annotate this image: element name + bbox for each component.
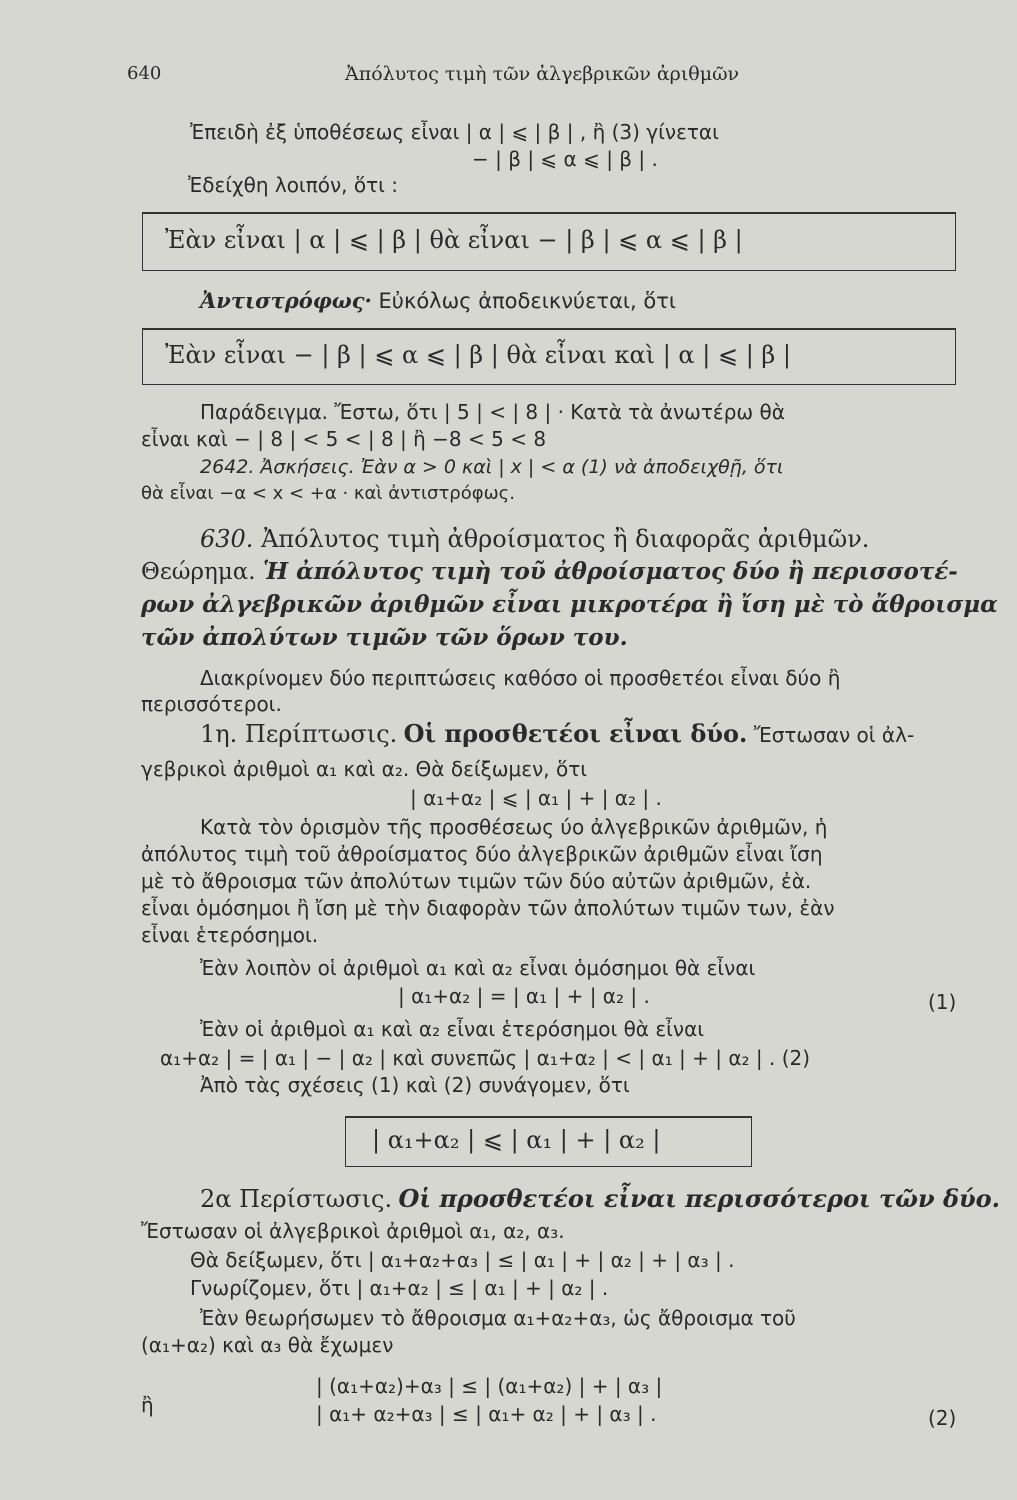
text-line: εἶναι ὁμόσημοι ἢ ἴση μὲ τὴν διαφορὰν τῶν ἀπολύτων τιμῶν των, ἐὰν: [141, 896, 835, 920]
antistrofos-label: Ἀντιστρόφως·: [200, 288, 372, 313]
equation-tag: (1): [928, 990, 957, 1014]
text-line: εἶναι καὶ − | 8 | < 5 < | 8 | ἢ −8 < 5 < 8: [141, 427, 547, 451]
text-line: Ἔστωσαν οἱ ἀλγεβρικοὶ ἀριθμοὶ α₁, α₂, α₃.: [141, 1219, 565, 1243]
theorem-line: ρων ἀλγεβρικῶν ἀριθμῶν εἶναι μικροτέρα ἢ ἴση μὲ τὸ ἄθροισμα: [141, 591, 998, 618]
formula-line: Θὰ δείξωμεν, ὅτι | α₁+α₂+α₃ | ≤ | α₁ | + | α₂ | + | α₃ | .: [190, 1248, 735, 1272]
text-line: Ἐὰν θεωρήσωμεν τὸ ἄθροισμα α₁+α₂+α₃, ὡς ἄθροισμα τοῦ: [200, 1306, 796, 1330]
text-line: ἀπόλυτος τιμὴ τοῦ ἀθροίσματος δύο ἀλγεβρικῶν ἀριθμῶν εἶναι ἴση: [141, 842, 823, 866]
case2-title: Οἱ προσθετέοι εἶναι περισσότεροι τῶν δύο.: [398, 1184, 1000, 1213]
theorem-label: Θεώρημα.: [141, 559, 256, 585]
case1-label: 1η. Περίπτωσις.: [200, 720, 398, 748]
boxed-result: [345, 1116, 752, 1167]
boxed-formula: Ἐὰν εἶναι − | β | ⩽ α ⩽ | β | θὰ εἶναι καὶ | α | ⩽ | β |: [165, 341, 792, 369]
antistrofos-text: Εὐκόλως ἀποδεικνύεται, ὅτι: [378, 289, 676, 313]
formula-line: | α₁+ α₂+α₃ | ≤ | α₁+ α₂ | + | α₃ | .: [316, 1402, 657, 1426]
formula-line: α₁+α₂ | = | α₁ | − | α₂ | καὶ συνεπῶς | α₁+α₂ | < | α₁ | + | α₂ | . (2): [160, 1046, 811, 1070]
text-line: εἶναι ἑτερόσημοι.: [141, 923, 319, 947]
text-line: γεβρικοὶ ἀριθμοὶ α₁ καὶ α₂. Θὰ δείξωμεν, ὅτι: [141, 757, 588, 781]
or-label: ἢ: [141, 1393, 154, 1417]
text-line: μὲ τὸ ἄθροισμα τῶν ἀπολύτων τιμῶν τῶν δύο αὐτῶν ἀριθμῶν, ἐὰ.: [141, 869, 812, 893]
formula-line: | α₁+α₂ | = | α₁ | + | α₂ | .: [398, 984, 650, 1008]
case2-label: 2α Περίστωσις.: [200, 1185, 393, 1213]
text-line: (α₁+α₂) καὶ α₃ θὰ ἔχωμεν: [141, 1333, 394, 1357]
text-line: περισσότεροι.: [141, 692, 282, 716]
text-line: Ἐδείχθη λοιπόν, ὅτι :: [188, 173, 398, 197]
theorem-line: τῶν ἀπολύτων τιμῶν τῶν ὅρων του.: [141, 624, 628, 651]
boxed-formula: Ἐὰν εἶναι | α | ⩽ | β | θὰ εἶναι − | β | ⩽ α ⩽ | β |: [165, 226, 743, 254]
text-line: Ἐπειδὴ ἐξ ὑποθέσεως εἶναι | α | ⩽ | β | , ἢ (3) γίνεται: [190, 120, 719, 144]
theorem-text: Ἡ ἀπόλυτος τιμὴ τοῦ ἀθροίσματος δύο ἢ περισσοτέ-: [262, 558, 958, 585]
section-title: Ἀπόλυτος τιμὴ ἀθροίσματος ἢ διαφορᾶς ἀριθμῶν.: [261, 525, 870, 553]
formula-line: | α₁+α₂ | ⩽ | α₁ | + | α₂ | .: [410, 786, 662, 810]
boxed-theorem-2: [142, 328, 956, 385]
text-line: Ἀπὸ τὰς σχέσεις (1) καὶ (2) συνάγομεν, ὅτι: [200, 1073, 630, 1097]
case-heading: [200, 719, 915, 748]
text-line: 2642. Ἀσκήσεις. Ἐὰν α > 0 καὶ | x | < α (1) νὰ ἀποδειχθῇ, ὅτι: [200, 456, 784, 478]
text-line: θὰ εἶναι −α < x < +α · καὶ ἀντιστρόφως.: [141, 483, 515, 504]
formula-line: Γνωρίζομεν, ὅτι | α₁+α₂ | ≤ | α₁ | + | α₂ | .: [190, 1276, 609, 1300]
running-title: Ἀπόλυτος τιμὴ τῶν ἀλγεβρικῶν ἀριθμῶν: [345, 63, 740, 85]
section-number: 630.: [200, 525, 254, 553]
case1-title: Οἱ προσθετέοι εἶναι δύο.: [403, 719, 748, 748]
section-heading: [200, 527, 869, 551]
case1-rest: Ἔστωσαν οἱ ἀλ-: [753, 723, 915, 747]
text-line: Κατὰ τὸν ὁρισμὸν τῆς προσθέσεως ύο ἀλγεβρικῶν ἀριθμῶν, ἡ: [200, 815, 828, 839]
text-line: Διακρίνομεν δύο περιπτώσεις καθόσο οἱ προσθετέοι εἶναι δύο ἢ: [200, 666, 841, 690]
case-heading: [200, 1184, 1000, 1213]
boxed-formula: | α₁+α₂ | ⩽ | α₁ | + | α₂ |: [372, 1126, 661, 1154]
boxed-theorem-1: [142, 212, 956, 271]
formula-line: − | β | ⩽ α ⩽ | β | .: [472, 147, 658, 171]
text-line: Ἐὰν οἱ ἀριθμοὶ α₁ καὶ α₂ εἶναι ἑτερόσημοι θὰ εἶναι: [200, 1017, 705, 1041]
text-line: Παράδειγμα. Ἔστω, ὅτι | 5 | < | 8 | · Κατὰ τὰ ἀνωτέρω θὰ: [200, 400, 785, 424]
text-line: Ἐὰν λοιπὸν οἱ ἀριθμοὶ α₁ καὶ α₂ εἶναι ὁμόσημοι θὰ εἶναι: [200, 956, 756, 980]
formula-line: | (α₁+α₂)+α₃ | ≤ | (α₁+α₂) | + | α₃ |: [316, 1374, 663, 1398]
equation-tag: (2): [928, 1406, 957, 1430]
text-line: [200, 289, 676, 313]
theorem-line: [141, 560, 958, 584]
page-number: 640: [127, 63, 162, 84]
